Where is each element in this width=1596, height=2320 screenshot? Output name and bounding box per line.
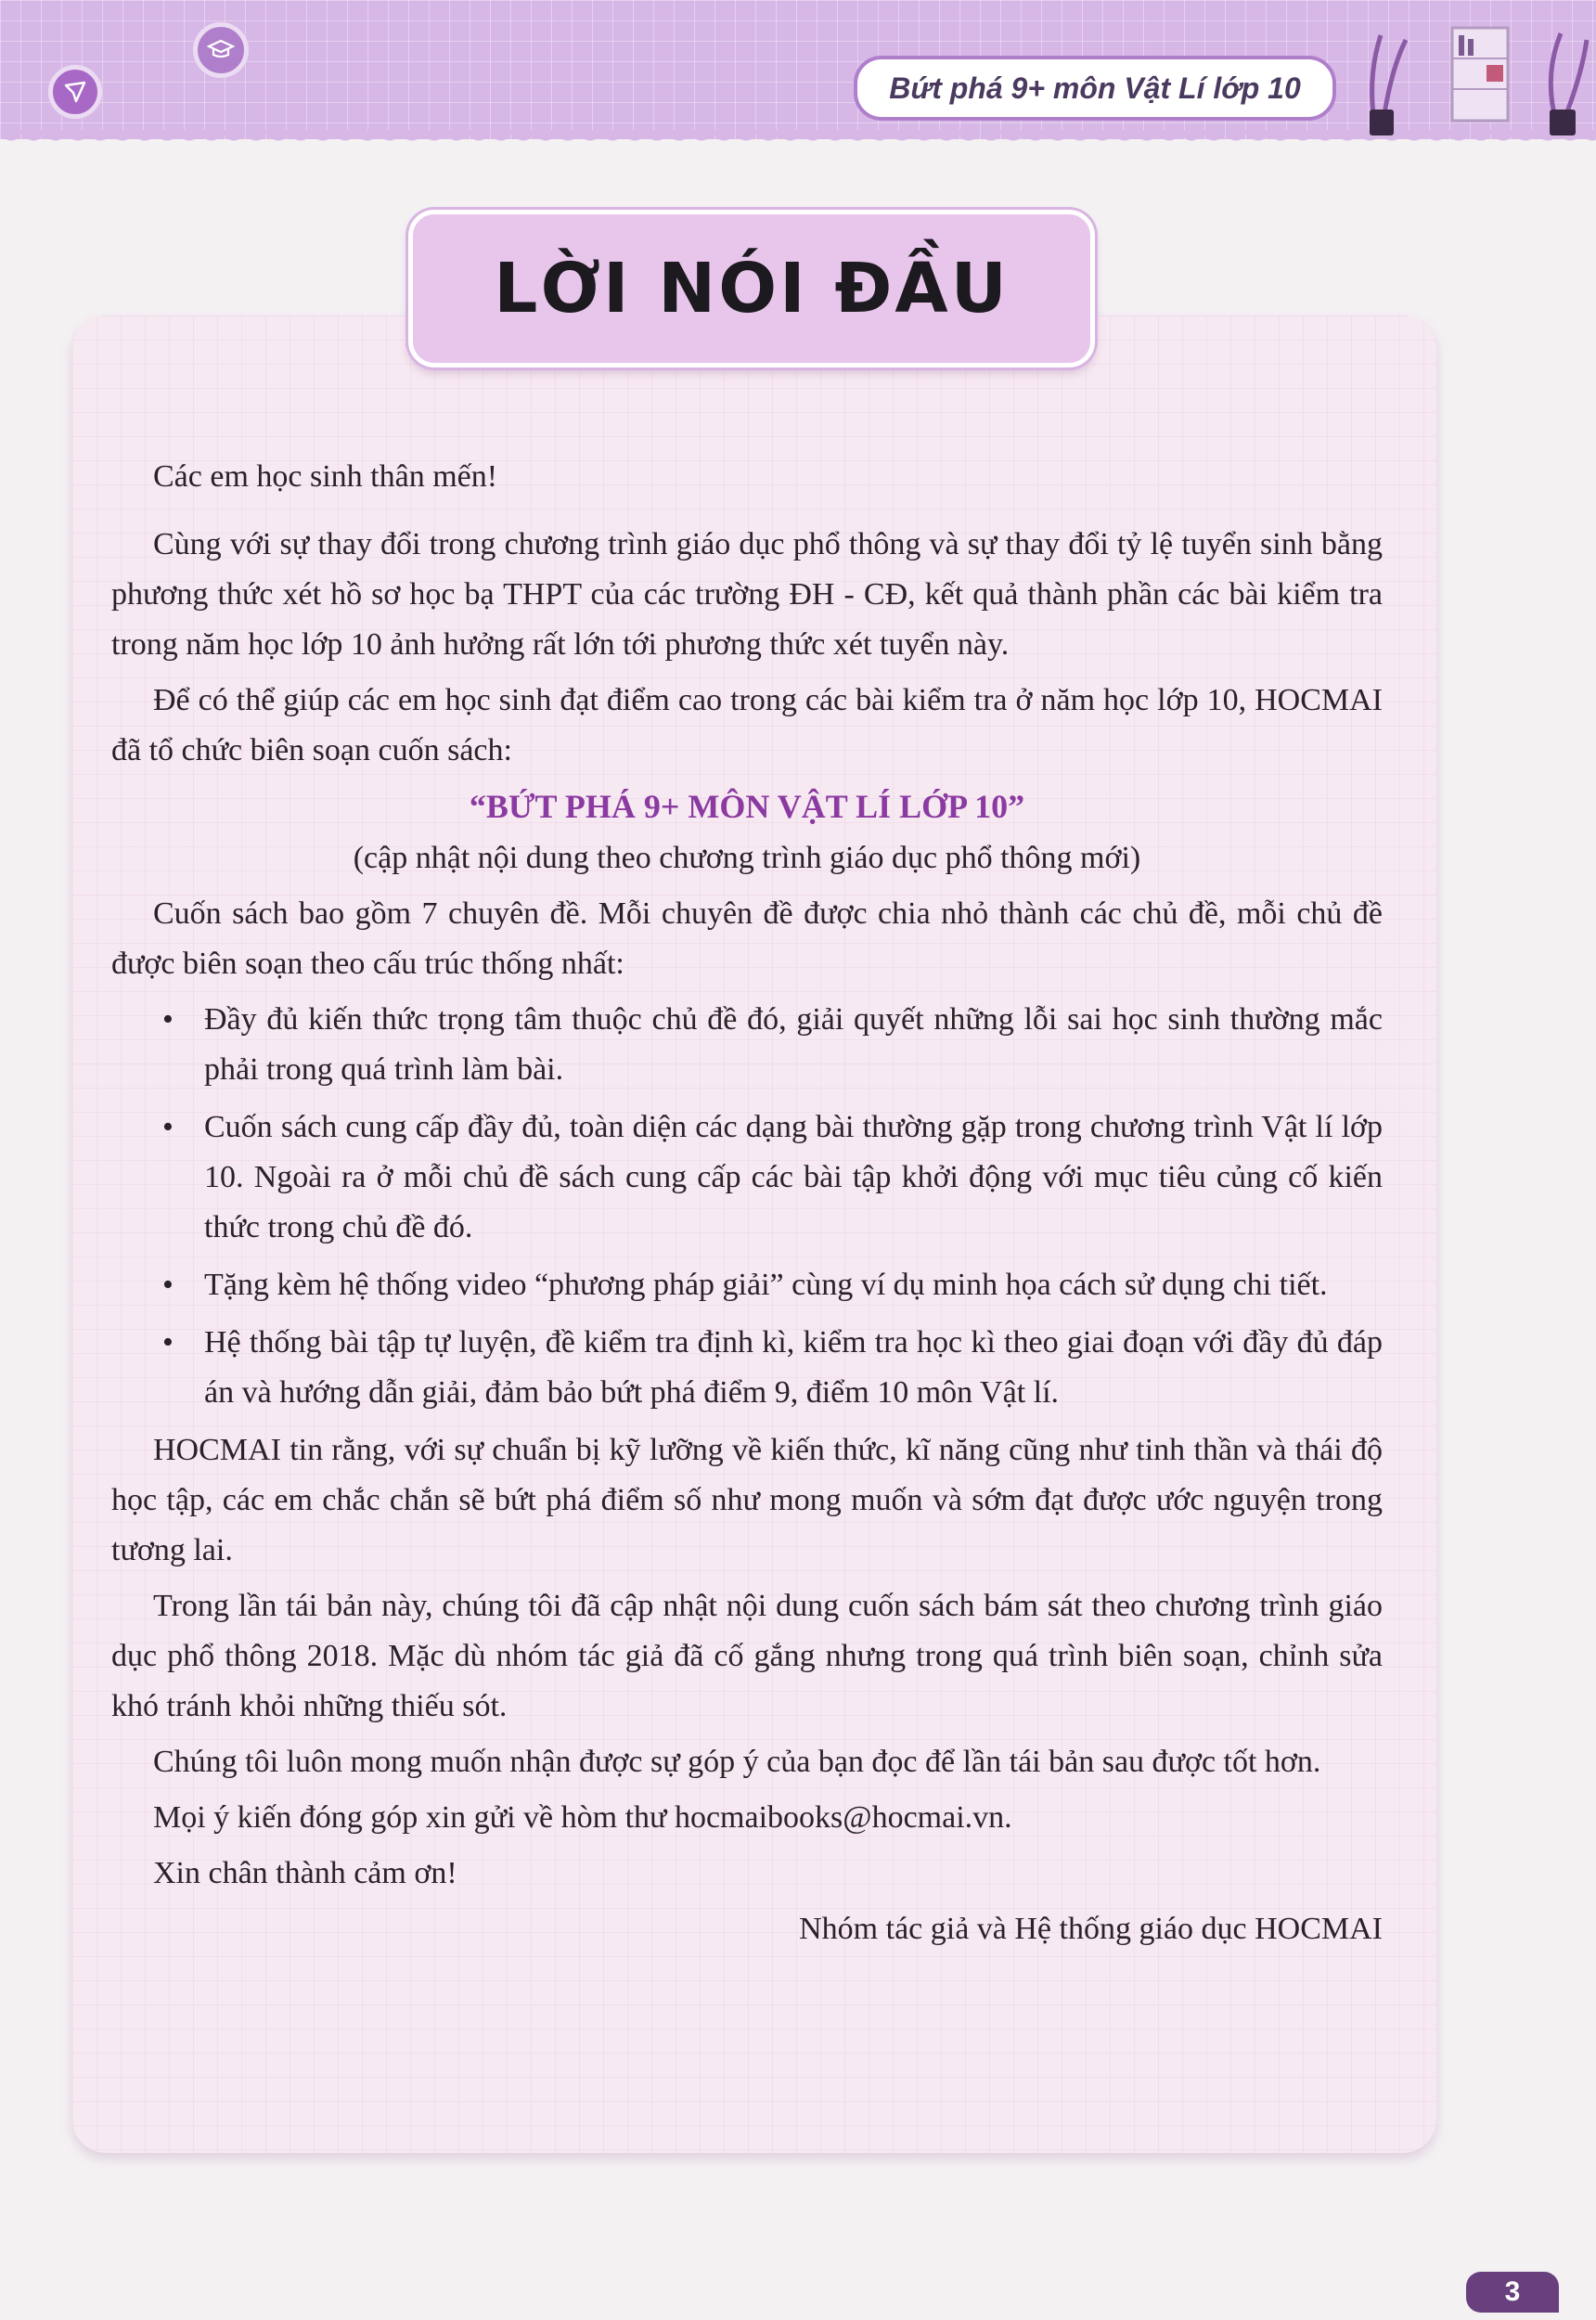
structure-intro: Cuốn sách bao gồm 7 chuyên đề. Mỗi chuyên đề được chia nhỏ thành các chủ đề, mỗi chủ đề được biên soạn theo cấu trúc thống nhất: [111,896,1383,981]
bullet-icon: • [162,1268,174,1302]
list-item: • Tặng kèm hệ thống video “phương pháp giải” cùng ví dụ minh họa cách sử dụng chi tiết. [111,1260,1383,1310]
bullet-icon: • [162,1325,174,1360]
list-item: • Hệ thống bài tập tự luyện, đề kiểm tra định kì, kiểm tra học kì theo giai đoạn với đầy đủ đáp án và hướng dẫn giải, đảm bảo bứt phá điểm 9, điểm 10 môn Vật lí. [111,1318,1383,1418]
closing-paragraph-4: Mọi ý kiến đóng góp xin gửi về hòm thư hocmaibooks@hocmai.vn. [153,1800,1012,1835]
closing-paragraph-1: HOCMAI tin rằng, với sự chuẩn bị kỹ lưỡng về kiến thức, kĩ năng cũng như tinh thần và thái độ học tập, các em chắc chắn sẽ bứt phá điểm số như mong muốn và sớm đạt được ước nguyện trong tương lai. [111,1433,1383,1567]
feature-list [111,995,1383,1418]
list-item: • Cuốn sách cung cấp đầy đủ, toàn diện các dạng bài thường gặp trong chương trình Vật lí lớp 10. Ngoài ra ở mỗi chủ đề sách cung cấp các bài tập khởi động với mục tiêu củng cố kiến thức trong chủ đề đó. [111,1102,1383,1253]
intro-paragraph-1: Cùng với sự thay đổi trong chương trình giáo dục phổ thông và sự thay đổi tỷ lệ tuyển sinh bằng phương thức xét hồ sơ học bạ THPT của các trường ĐH - CĐ, kết quả thành phần các bài kiểm tra trong năm học lớp 10 ảnh hưởng rất lớn tới phương thức xét tuyển này. [111,527,1383,662]
page-number: 3 [1466,2272,1559,2313]
bookshelf-icon [1452,28,1508,121]
body-text [111,520,1383,1954]
page-title: LỜI NÓI ĐẦU [408,210,1095,367]
closing-paragraph-3: Chúng tôi luôn mong muốn nhận được sự góp ý của bạn đọc để lần tái bản sau được tốt hơn. [153,1745,1321,1779]
bullet-icon: • [162,1110,174,1144]
graduation-cap-icon [193,22,249,78]
intro-paragraph-2: Để có thể giúp các em học sinh đạt điểm cao trong các bài kiểm tra ở năm học lớp 10, HOCMAI đã tổ chức biên soạn cuốn sách: [111,683,1383,767]
plants-and-books-decoration [1364,17,1596,137]
signature: Nhóm tác giả và Hệ thống giáo dục HOCMAI [799,1912,1383,1946]
book-title-quote: “BỨT PHÁ 9+ MÔN VẬT LÍ LỚP 10” [469,788,1025,825]
bullet-icon: • [162,1002,174,1037]
paper-plane-icon [48,65,102,119]
book-subtitle: (cập nhật nội dung theo chương trình giáo dục phổ thông mới) [353,841,1141,875]
plant-left-icon [1370,35,1406,135]
book-title-pill: Bứt phá 9+ môn Vật Lí lớp 10 [854,56,1336,121]
list-item: • Đầy đủ kiến thức trọng tâm thuộc chủ đề đó, giải quyết những lỗi sai học sinh thường mắc phải trong quá trình làm bài. [111,995,1383,1095]
plant-right-icon [1550,33,1587,135]
closing-paragraph-2: Trong lần tái bản này, chúng tôi đã cập nhật nội dung cuốn sách bám sát theo chương trình giáo dục phổ thông 2018. Mặc dù nhóm tác giả đã cố gắng nhưng trong quá trình biên soạn, chỉnh sửa khó tránh khỏi những thiếu sót. [111,1589,1383,1723]
header-scallop-edge [0,130,1596,152]
greeting: Các em học sinh thân mến! [153,459,498,494]
closing-paragraph-5: Xin chân thành cảm ơn! [153,1856,457,1890]
